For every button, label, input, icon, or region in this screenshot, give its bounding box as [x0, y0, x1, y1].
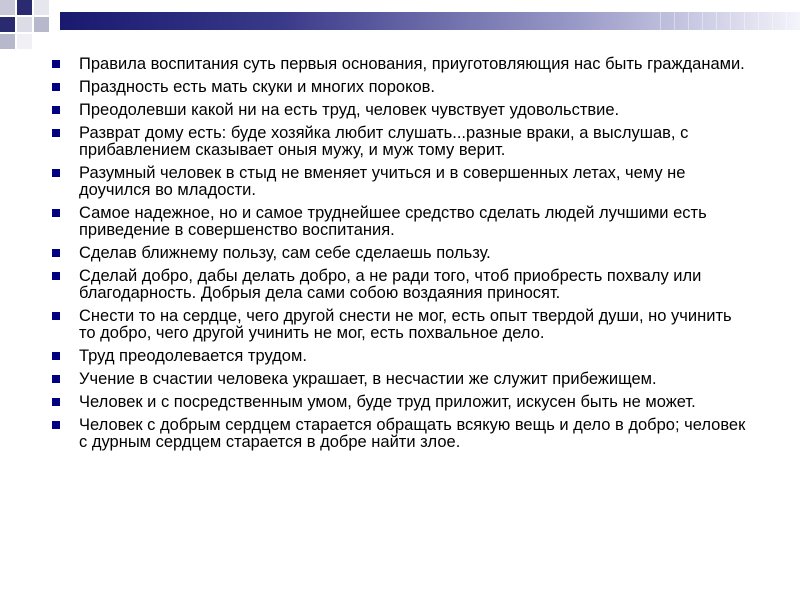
- list-item: [52, 56, 752, 73]
- list-item: [52, 165, 752, 199]
- decor-square: [34, 0, 49, 15]
- list-item: [52, 417, 752, 451]
- square-bullet-icon: [52, 421, 60, 429]
- square-bullet-icon: [52, 398, 60, 406]
- square-bullet-icon: [52, 312, 60, 320]
- list-item-text: Преодолевши какой ни на есть труд, человек чувствует удовольствие.: [79, 101, 620, 119]
- list-item-text: Снести то на сердце, чего другой снести не мог, есть опыт твердой души, но учинить то добро, чего другой учинить не мог, есть похвальное дело.: [79, 307, 732, 342]
- decor-square: [34, 17, 49, 32]
- square-bullet-icon: [52, 169, 60, 177]
- slide-header-decoration: [0, 0, 800, 50]
- list-item: [52, 371, 752, 388]
- slide-content: [52, 56, 752, 457]
- list-item-text: Разумный человек в стыд не вменяет учиться и в совершенных летах, чему не доучился во младости.: [79, 164, 686, 199]
- list-item: [52, 79, 752, 96]
- decor-square: [0, 0, 15, 15]
- square-bullet-icon: [52, 375, 60, 383]
- list-item: [52, 348, 752, 365]
- list-item-text: Сделай добро, дабы делать добро, а не ради того, чтоб приобресть похвалу или благодарность. Добрыя дела сами собою воздаяния приносят.: [79, 267, 702, 302]
- square-bullet-icon: [52, 129, 60, 137]
- list-item: [52, 394, 752, 411]
- list-item: [52, 102, 752, 119]
- decor-square: [0, 17, 15, 32]
- square-bullet-icon: [52, 209, 60, 217]
- list-item-text: Сделав ближнему пользу, сам себе сделаешь пользу.: [79, 244, 491, 262]
- square-bullet-icon: [52, 352, 60, 360]
- decor-square: [17, 34, 32, 49]
- list-item: [52, 125, 752, 159]
- decor-square: [17, 17, 32, 32]
- list-item: [52, 308, 752, 342]
- square-bullet-icon: [52, 249, 60, 257]
- list-item: [52, 268, 752, 302]
- list-item: [52, 205, 752, 239]
- square-bullet-icon: [52, 60, 60, 68]
- list-item-text: Самое надежное, но и самое труднейшее средство сделать людей лучшими есть приведение в совершенство воспитания.: [79, 204, 707, 239]
- square-grid-icon: [0, 0, 52, 50]
- list-item-text: Правила воспитания суть первыя основания, приуготовляющия нас быть гражданами.: [79, 55, 745, 73]
- list-item-text: Человек и с посредственным умом, буде труд приложит, искусен быть не может.: [79, 393, 696, 411]
- decor-square: [0, 34, 15, 49]
- square-bullet-icon: [52, 272, 60, 280]
- list-item-text: Труд преодолевается трудом.: [79, 347, 307, 365]
- list-item-text: Разврат дому есть: буде хозяйка любит слушать...разные враки, а выслушав, с прибавлением сказывает оныя мужу, и муж тому верит.: [79, 124, 689, 159]
- header-bar-grid: [660, 12, 800, 30]
- bullet-list: [52, 56, 752, 451]
- list-item-text: Праздность есть мать скуки и многих пороков.: [79, 78, 436, 96]
- decor-square: [17, 0, 32, 15]
- list-item-text: Учение в счастии человека украшает, в несчастии же служит прибежищем.: [79, 370, 657, 388]
- square-bullet-icon: [52, 106, 60, 114]
- list-item-text: Человек с добрым сердцем старается обращать всякую вещь и дело в добро; человек с дурным сердцем старается в добре найти злое.: [79, 416, 746, 451]
- list-item: [52, 245, 752, 262]
- square-bullet-icon: [52, 83, 60, 91]
